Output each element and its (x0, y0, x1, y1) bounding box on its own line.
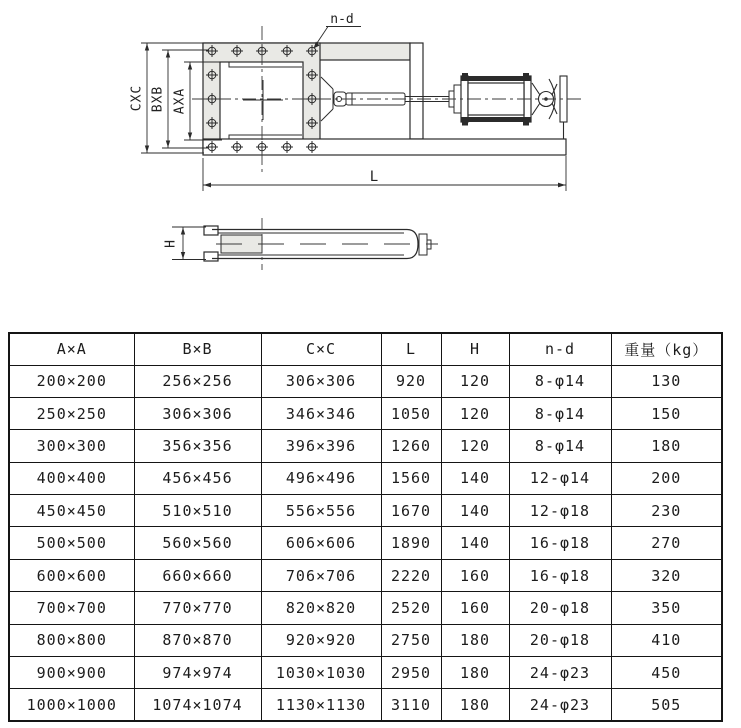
rear-yoke (532, 76, 567, 139)
table-cell: 2520 (381, 592, 441, 624)
table-cell: 660×660 (134, 559, 261, 591)
label-n-d: n-d (330, 12, 354, 27)
table-cell: 270 (611, 527, 722, 559)
table-cell: 920 (381, 365, 441, 397)
table-cell: 250×250 (9, 397, 134, 429)
table-row (9, 689, 722, 721)
table-row (9, 559, 722, 591)
table-cell: 505 (611, 689, 722, 721)
table-cell: 900×900 (9, 657, 134, 689)
table-cell: 320 (611, 559, 722, 591)
spec-table-body (9, 365, 722, 721)
table-cell: 3110 (381, 689, 441, 721)
column-header-axa: A×A (9, 333, 134, 365)
table-cell: 2220 (381, 559, 441, 591)
label-height: H (163, 240, 179, 248)
table-row (9, 462, 722, 494)
technical-drawing (0, 0, 741, 330)
tie-rod-bottom (461, 117, 531, 122)
table-cell: 130 (611, 365, 722, 397)
table-cell: 700×700 (9, 592, 134, 624)
table-cell: 160 (441, 559, 509, 591)
label-cxc: CXC (129, 84, 145, 112)
column-header-cxc: C×C (261, 333, 381, 365)
table-cell: 400×400 (9, 462, 134, 494)
table-row (9, 624, 722, 656)
table-cell: 356×356 (134, 430, 261, 462)
table-cell: 120 (441, 430, 509, 462)
table-cell: 510×510 (134, 495, 261, 527)
side-flange-stub-top (204, 226, 218, 235)
table-cell: 300×300 (9, 430, 134, 462)
label-axa: AXA (172, 87, 188, 115)
table-cell: 396×396 (261, 430, 381, 462)
table-cell: 24-φ23 (509, 689, 611, 721)
table-cell: 1130×1130 (261, 689, 381, 721)
gate-valve-drawing (0, 0, 741, 330)
table-cell: 496×496 (261, 462, 381, 494)
header-row (9, 333, 722, 365)
column-header-weight: 重量（kg） (611, 333, 722, 365)
table-row (9, 592, 722, 624)
table-cell: 800×800 (9, 624, 134, 656)
table-cell: 180 (441, 624, 509, 656)
table-cell: 230 (611, 495, 722, 527)
side-flange-stub-bottom (204, 252, 218, 261)
table-cell: 1560 (381, 462, 441, 494)
table-cell: 1000×1000 (9, 689, 134, 721)
table-cell: 200 (611, 462, 722, 494)
table-cell: 1030×1030 (261, 657, 381, 689)
table-cell: 820×820 (261, 592, 381, 624)
table-cell: 2950 (381, 657, 441, 689)
table-cell: 140 (441, 527, 509, 559)
table-cell: 12-φ14 (509, 462, 611, 494)
table-cell: 974×974 (134, 657, 261, 689)
table-row (9, 527, 722, 559)
column-header-nd: n-d (509, 333, 611, 365)
table-cell: 606×606 (261, 527, 381, 559)
table-cell: 770×770 (134, 592, 261, 624)
table-cell: 1050 (381, 397, 441, 429)
table-cell: 560×560 (134, 527, 261, 559)
tie-rod-top (461, 76, 531, 81)
table-cell: 200×200 (9, 365, 134, 397)
table-cell: 24-φ23 (509, 657, 611, 689)
table-cell: 600×600 (9, 559, 134, 591)
table-cell: 1670 (381, 495, 441, 527)
table-row (9, 365, 722, 397)
table-cell: 870×870 (134, 624, 261, 656)
table-cell: 1260 (381, 430, 441, 462)
side-view (204, 218, 438, 270)
table-cell: 8-φ14 (509, 365, 611, 397)
table-cell: 120 (441, 397, 509, 429)
table-cell: 256×256 (134, 365, 261, 397)
table-cell: 8-φ14 (509, 397, 611, 429)
column-header-bxb: B×B (134, 333, 261, 365)
label-bxb: BXB (150, 85, 166, 113)
table-row (9, 430, 722, 462)
side-end-nub (427, 240, 431, 249)
table-row (9, 495, 722, 527)
table-cell: 346×346 (261, 397, 381, 429)
side-end-cap (419, 234, 427, 255)
gate-opening (220, 62, 303, 140)
table-cell: 1890 (381, 527, 441, 559)
table-cell: 16-φ18 (509, 559, 611, 591)
front-view (192, 26, 584, 172)
table-cell: 140 (441, 495, 509, 527)
spec-table (8, 332, 723, 722)
table-cell: 180 (441, 689, 509, 721)
table-cell: 706×706 (261, 559, 381, 591)
table-cell: 306×306 (134, 397, 261, 429)
column-header-l: L (381, 333, 441, 365)
table-cell: 16-φ18 (509, 527, 611, 559)
table-cell: 456×456 (134, 462, 261, 494)
table-cell: 12-φ18 (509, 495, 611, 527)
table-cell: 160 (441, 592, 509, 624)
table-cell: 920×920 (261, 624, 381, 656)
table-cell: 450 (611, 657, 722, 689)
table-cell: 180 (611, 430, 722, 462)
table-cell: 500×500 (9, 527, 134, 559)
label-length: L (369, 169, 379, 185)
table-cell: 140 (441, 462, 509, 494)
spec-table-header (9, 333, 722, 365)
table-cell: 2750 (381, 624, 441, 656)
table-cell: 306×306 (261, 365, 381, 397)
column-header-h: H (441, 333, 509, 365)
table-cell: 450×450 (9, 495, 134, 527)
table-row (9, 657, 722, 689)
table-cell: 120 (441, 365, 509, 397)
table-cell: 1074×1074 (134, 689, 261, 721)
table-row (9, 397, 722, 429)
table-cell: 350 (611, 592, 722, 624)
table-cell: 556×556 (261, 495, 381, 527)
support-post (410, 43, 423, 139)
table-cell: 20-φ18 (509, 624, 611, 656)
table-cell: 8-φ14 (509, 430, 611, 462)
table-cell: 180 (441, 657, 509, 689)
table-cell: 150 (611, 397, 722, 429)
table-cell: 410 (611, 624, 722, 656)
table-cell: 20-φ18 (509, 592, 611, 624)
